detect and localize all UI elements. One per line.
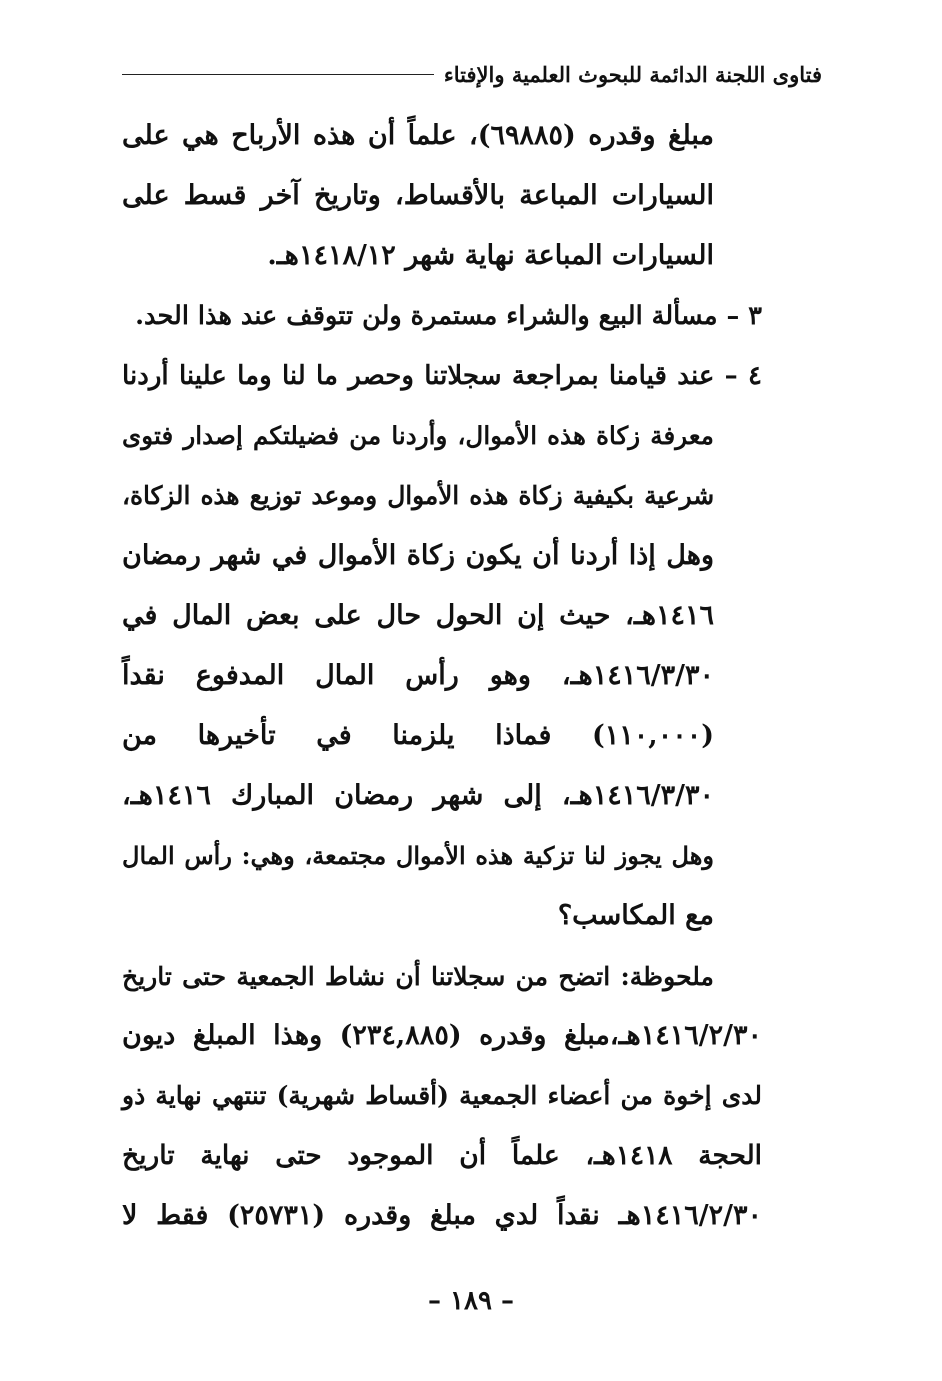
list-item-3: ٣ – مسألة البيع والشراء مستمرة ولن تتوقف عند هذا الحد. (135, 301, 762, 331)
running-header (122, 58, 822, 90)
text-line: مبلغ وقدره (٦٩٨٨٥)، علماً أن هذه الأرباح هي على (122, 120, 714, 151)
text-line: وهل يجوز لنا تزكية هذه الأموال مجتمعة، وهي: رأس المال (122, 841, 714, 870)
text-line: الحجة ١٤١٨هـ، علماً أن الموجود حتى نهاية تاريخ (122, 1140, 762, 1171)
text-line: ١٤١٦/٣/٣٠هـ، وهو رأس المال المدفوع نقداً (122, 660, 714, 691)
text-line: شرعية بكيفية زكاة هذه الأموال وموعد توزيع هذه الزكاة، (122, 481, 714, 510)
text-line: لدى إخوة من أعضاء الجمعية (أقساط شهرية) تنتهي نهاية ذو (122, 1081, 762, 1110)
text-line: السيارات المباعة بالأقساط، وتاريخ آخر قسط على (122, 180, 714, 211)
text-line: ١٤١٦/٣/٣٠هـ، إلى شهر رمضان المبارك ١٤١٦هـ، (122, 780, 714, 811)
running-header-title: فتاوى اللجنة الدائمة للبحوث العلمية والإفتاء (443, 61, 822, 87)
text-line: وهل إذا أردنا أن يكون زكاة الأموال في شهر رمضان (122, 540, 714, 571)
note-line: ملحوظة: اتضح من سجلاتنا أن نشاط الجمعية حتى تاريخ (122, 961, 714, 991)
body-text (122, 106, 762, 1246)
list-item-4: ٤ – عند قيامنا بمراجعة سجلاتنا وحصر ما لنا وما علينا أردنا (122, 360, 762, 391)
text-line: ١٤١٦/٢/٣٠هـ نقداً لدي مبلغ وقدره (٢٥٧٣١) فقط لا (122, 1200, 762, 1231)
text-line: السيارات المباعة نهاية شهر ١٤١٨/١٢هـ. (267, 240, 714, 271)
page-number: – ١٨٩ – (427, 1286, 515, 1316)
text-line: مع المكاسب؟ (557, 900, 714, 931)
text-line: ١٤١٦هـ، حيث إن الحول حال على بعض المال في (122, 600, 714, 631)
text-line: ١٤١٦/٢/٣٠هـ،مبلغ وقدره (٢٣٤,٨٨٥) وهذا المبلغ ديون (122, 1020, 762, 1051)
header-rule (122, 74, 434, 75)
text-line: معرفة زكاة هذه الأموال، وأردنا من فضيلتكم إصدار فتوى (122, 421, 714, 450)
text-line: (١١٠,٠٠٠) فماذا يلزمنا في تأخيرها من (122, 720, 714, 751)
